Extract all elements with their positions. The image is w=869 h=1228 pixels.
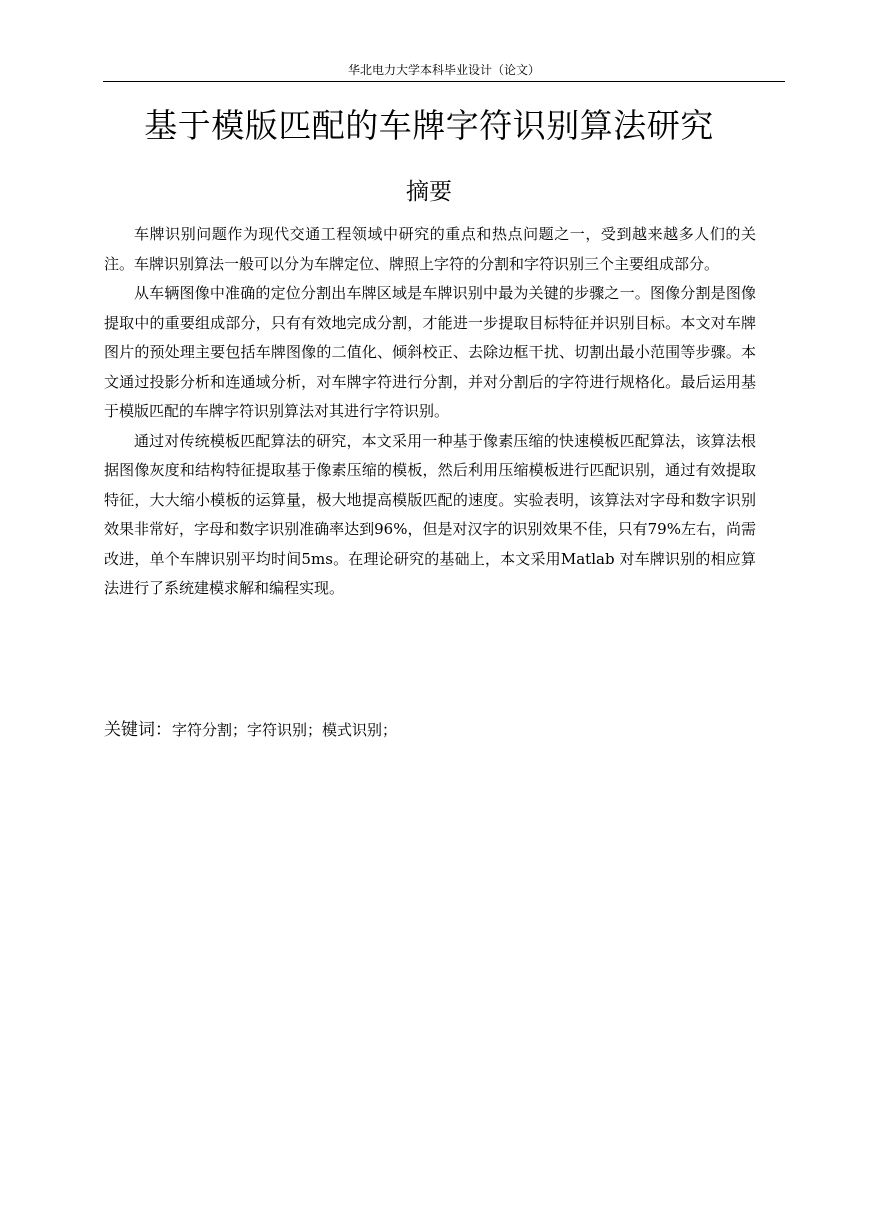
running-header: 华北电力大学本科毕业设计（论文） [347, 63, 540, 77]
abstract-paragraph-3: 通过对传统模板匹配算法的研究，本文采用一种基于像素压缩的快速模板匹配算法，该算法根据图像灰度和结构特征提取基于像素压缩的模板，然后利用压缩模板进行匹配识别，通过有效提取特征，大大缩小模板的运算量，极大地提高模版匹配的速度。实验表明，该算法对字母和数字识别效果非常好，字母和数字识别准确率达到96%，但是对汉字的识别效果不佳，只有79%左右，尚需改进，单个车牌识别平均时间5ms。在理论研究的基础上，本文采用Matlab 对车牌识别的相应算法进行了系统建模求解和编程实现。 [104, 431, 756, 597]
keywords-label: 关键词： [104, 720, 172, 740]
header-rule [103, 81, 785, 82]
abstract-heading: 摘要 [406, 179, 452, 205]
abstract-paragraph-2: 从车辆图像中准确的定位分割出车牌区域是车牌识别中最为关键的步骤之一。图像分割是图像提取中的重要组成部分，只有有效地完成分割，才能进一步提取目标特征并识别目标。本文对车牌图片的预处理主要包括车牌图像的二值化、倾斜校正、去除边框干扰、切割出最小范围等步骤。本文通过投影分析和连通域分析，对车牌字符进行分割，并对分割后的字符进行规格化。最后运用基于模版匹配的车牌字符识别算法对其进行字符识别。 [104, 284, 756, 420]
abstract-body [104, 220, 756, 604]
document-title: 基于模版匹配的车牌字符识别算法研究 [144, 106, 714, 145]
keywords-line [104, 716, 756, 744]
abstract-paragraph-1: 车牌识别问题作为现代交通工程领域中研究的重点和热点问题之一，受到越来越多人们的关注。车牌识别算法一般可以分为车牌定位、牌照上字符的分割和字符识别三个主要组成部分。 [104, 225, 756, 273]
keywords-value: 字符分割；字符识别；模式识别； [172, 721, 398, 739]
